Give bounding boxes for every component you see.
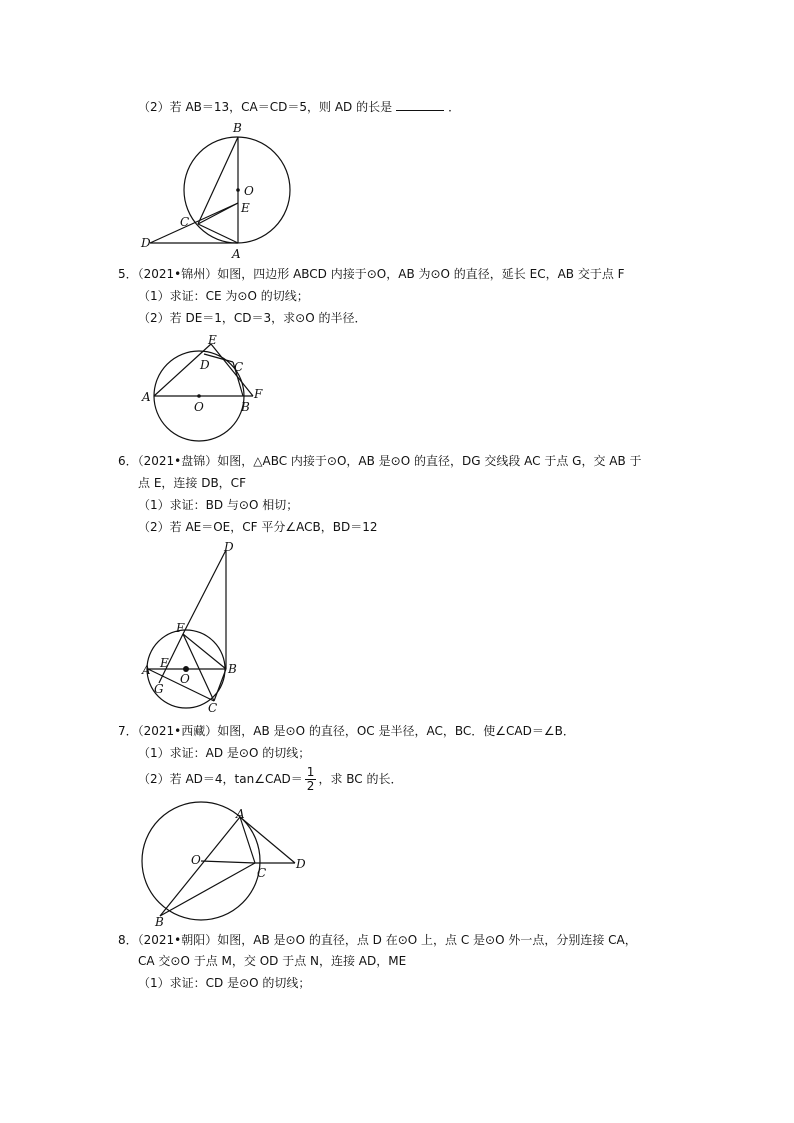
q7-line-bc	[160, 863, 255, 916]
q7-part1: （1）求证：AD 是⊙O 的切线；	[138, 746, 311, 760]
q6-label-e: E	[160, 656, 169, 670]
q6-part2: （2）若 AE＝OE，CF 平分∠ACB，BD＝12	[138, 520, 378, 534]
q5-line-ef	[211, 344, 253, 396]
q7-label-a: A	[236, 807, 245, 821]
q7-frac-denominator: 2	[306, 779, 315, 793]
q4-line-ca	[198, 224, 238, 243]
q6-label-a: A	[142, 663, 151, 677]
q7-label-o: O	[191, 853, 201, 867]
q6-label-b: B	[228, 662, 237, 676]
q7-figure	[138, 807, 318, 929]
q5-label-c: C	[234, 360, 244, 374]
q4-label-c: C	[180, 215, 190, 229]
q6-label-d: D	[224, 540, 234, 554]
q4-line-bc	[198, 137, 238, 224]
q4-figure	[138, 118, 308, 260]
q7-frac-numerator: 1	[306, 765, 315, 779]
q7-label-b: B	[155, 915, 164, 929]
q5-figure	[138, 332, 278, 444]
q5-heading: 5．（2021•锦州）如图，四边形 ABCD 内接于⊙O，AB 为⊙O 的直径，延长 EC，AB 交于点 F	[118, 267, 625, 281]
q8-heading-line2: CA 交⊙O 于点 M，交 OD 于点 N，连接 AD，ME	[138, 954, 407, 968]
q7-part2-post: ，求 BC 的长．	[318, 772, 403, 786]
q5-part2: （2）若 DE＝1，CD＝3，求⊙O 的半径．	[138, 311, 367, 325]
q4-label-o: O	[244, 184, 254, 198]
q6-heading-line1: 6．（2021•盘锦）如图，△ABC 内接于⊙O，AB 是⊙O 的直径，DG 交线段 AC 于点 G，交 AB 于	[118, 454, 642, 468]
q7-line-ad	[240, 817, 295, 863]
q7-label-c: C	[257, 866, 267, 880]
q6-line-df	[183, 550, 226, 634]
q6-part1: （1）求证：BD 与⊙O 相切；	[138, 498, 299, 512]
q6-label-g: G	[154, 682, 164, 696]
q6-label-o: O	[180, 672, 190, 686]
q5-label-f: F	[254, 387, 263, 401]
q4-part2-text: （2）若 AB＝13，CA＝CD＝5，则 AD 的长是	[138, 100, 393, 114]
q5-label-d: D	[200, 358, 210, 372]
q4-part2-end: ．	[448, 100, 461, 114]
q6-figure	[138, 538, 248, 716]
q5-part1: （1）求证：CE 为⊙O 的切线；	[138, 289, 309, 303]
q7-line-oc	[201, 861, 255, 863]
q4-label-a: A	[232, 247, 241, 261]
q5-center-dot	[197, 394, 201, 398]
q6-line-cb	[214, 669, 226, 701]
q7-label-d: D	[296, 857, 306, 871]
q7-fraction	[305, 766, 317, 793]
q5-label-b: B	[241, 400, 250, 414]
q4-center-dot	[236, 188, 240, 192]
q7-part2	[138, 766, 402, 793]
q4-line-ce	[198, 203, 238, 224]
q5-label-a: A	[142, 390, 151, 404]
q6-label-f: F	[176, 621, 185, 635]
q4-label-e: E	[241, 201, 250, 215]
q8-part1: （1）求证：CD 是⊙O 的切线；	[138, 976, 311, 990]
q5-label-e: E	[208, 333, 217, 347]
q5-label-o: O	[194, 400, 204, 414]
q7-heading: 7．（2021•西藏）如图，AB 是⊙O 的直径，OC 是半径，AC，BC．使∠CAD＝∠B．	[118, 724, 575, 738]
q6-heading-line2: 点 E，连接 DB，CF	[138, 476, 246, 490]
answer-blank[interactable]	[396, 99, 444, 111]
q6-line-fb	[183, 634, 226, 669]
q7-part2-pre: （2）若 AD＝4，tan∠CAD＝	[138, 772, 303, 786]
q8-heading-line1: 8．（2021•朝阳）如图，AB 是⊙O 的直径，点 D 在⊙O 上，点 C 是⊙O 外一点，分别连接 CA，	[118, 933, 637, 947]
q4-label-b: B	[233, 121, 242, 135]
q4-label-d: D	[141, 236, 151, 250]
q4-part2	[138, 99, 460, 115]
q6-label-c: C	[208, 701, 218, 715]
